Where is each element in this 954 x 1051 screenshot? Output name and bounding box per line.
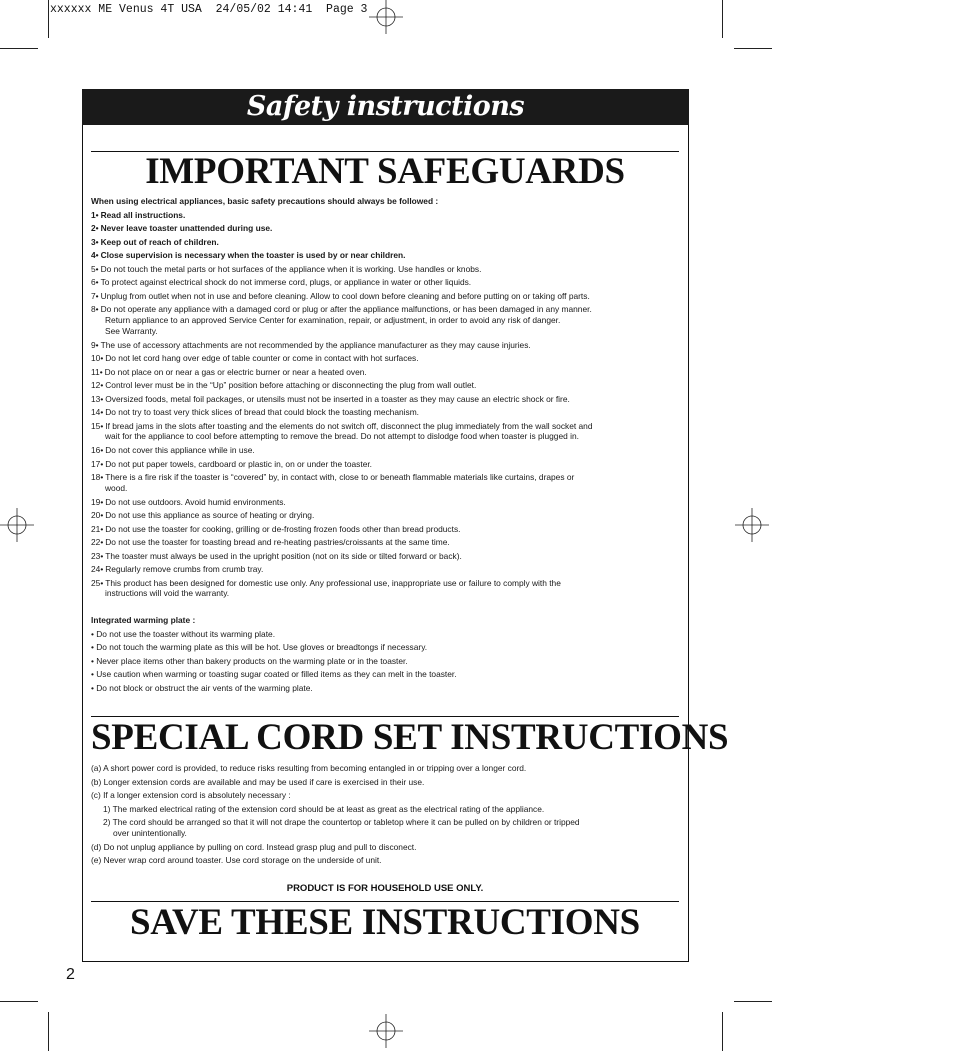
- safeguard-number: 22•: [91, 537, 104, 547]
- registration-mark-top: [369, 0, 403, 34]
- safeguard-item: [91, 509, 681, 523]
- safeguard-number: 16•: [91, 445, 104, 455]
- list-item: • Do not block or obstruct the air vents of the warming plate.: [91, 682, 313, 693]
- safeguard-number: 21•: [91, 523, 104, 534]
- safeguard-number: 17•: [91, 458, 104, 469]
- safeguard-text-continued: See Warranty.: [105, 325, 158, 336]
- safeguard-number: 11•: [91, 366, 103, 377]
- safeguard-item: [91, 339, 681, 353]
- safeguard-item: [91, 249, 681, 263]
- safeguards-intro: When using electrical appliances, basic safety precautions should always be followed :: [91, 196, 439, 206]
- cord-item-b: (b) Longer extension cords are available and may be used if care is exercised in their use.: [91, 776, 425, 787]
- header-bar: [82, 89, 689, 125]
- safeguard-text: Do not try to toast very thick slices of bread that could block the toasting mechanism.: [105, 407, 419, 417]
- safeguard-number: 20•: [91, 510, 104, 520]
- safeguard-text: Never leave toaster unattended during use.: [100, 223, 273, 233]
- crop-mark: [0, 48, 38, 49]
- registration-mark-bottom: [369, 1014, 403, 1048]
- safeguard-number: 18•: [91, 472, 104, 482]
- safeguard-number: 25•: [91, 577, 104, 588]
- safeguard-number: 8•: [91, 304, 99, 314]
- safeguard-text: Do not use the toaster for cooking, grilling or de-frosting frozen foods other than bread products.: [105, 523, 461, 534]
- safeguard-text: Oversized foods, metal foil packages, or utensils must not be inserted in a toaster as they may cause an electric shock or fire.: [105, 393, 570, 404]
- list-item: • Use caution when warming or toasting sugar coated or filled items as they can melt in the toaster.: [91, 669, 457, 679]
- safeguard-text-continued: wait for the appliance to cool before attempting to remove the bread. Do not attempt to dislodge food when toaster is plugged in.: [105, 431, 579, 441]
- safeguard-item: [91, 276, 681, 290]
- safeguards-heading: IMPORTANT SAFEGUARDS: [145, 151, 625, 192]
- safeguard-text: The toaster must always be used in the upright position (not on its side or tilted forward or back).: [105, 550, 462, 561]
- safeguard-item: [91, 366, 681, 380]
- cord-item-c: (c) If a longer extension cord is absolutely necessary :: [91, 790, 291, 800]
- printer-slug: xxxxxx ME Venus 4T USA 24/05/02 14:41 Page 3: [50, 3, 368, 16]
- safeguard-text: Read all instructions.: [100, 209, 186, 220]
- crop-mark: [722, 1012, 723, 1051]
- safeguard-text: The use of accessory attachments are not recommended by the appliance manufacturer as they may cause injuries.: [100, 339, 531, 350]
- save-heading: SAVE THESE INSTRUCTIONS: [130, 902, 640, 943]
- safeguard-text: Control lever must be in the “Up” position before attaching or disconnecting the plug from wall outlet.: [105, 380, 477, 390]
- crop-mark: [734, 48, 772, 49]
- safeguard-number: 13•: [91, 393, 104, 404]
- safeguard-text-continued: instructions will void the warranty.: [105, 588, 230, 598]
- safeguard-number: 15•: [91, 420, 104, 431]
- safeguard-item: [91, 352, 681, 366]
- safeguard-text: Do not place on or near a gas or electric burner or near a heated oven.: [104, 366, 367, 377]
- safeguard-text: Do not touch the metal parts or hot surfaces of the appliance when it is working. Use handles or knobs.: [100, 263, 482, 274]
- safeguard-text: To protect against electrical shock do not immerse cord, plugs, or appliance in water or other liquids.: [100, 277, 472, 287]
- cord-item-c1: 1) The marked electrical rating of the extension cord should be at least as great as the electrical rating of the appliance.: [103, 803, 545, 814]
- safeguard-number: 1•: [91, 209, 99, 220]
- safeguard-text: Do not operate any appliance with a damaged cord or plug or after the appliance malfunctions, or has been damaged in any manner.: [100, 304, 592, 314]
- safeguard-item: [91, 444, 681, 458]
- list-item: • Never place items other than bakery products on the warming plate or in the toaster.: [91, 655, 408, 666]
- safeguard-number: 5•: [91, 263, 99, 274]
- safeguard-text: Regularly remove crumbs from crumb tray.: [105, 564, 264, 574]
- safeguard-number: 10•: [91, 353, 104, 363]
- safeguard-item: [91, 236, 681, 250]
- safeguard-number: 9•: [91, 339, 99, 350]
- safeguard-item: [91, 471, 681, 485]
- safeguard-text: Do not use this appliance as source of heating or drying.: [105, 510, 315, 520]
- crop-mark: [48, 0, 49, 38]
- crop-mark: [734, 1001, 772, 1002]
- safeguard-item: [91, 209, 681, 223]
- list-item: • Do not touch the warming plate as this will be hot. Use gloves or breadtongs if necessary.: [91, 642, 428, 652]
- safeguard-number: 7•: [91, 290, 99, 301]
- safeguard-item: [91, 523, 681, 537]
- cord-item-c2-continued: over unintentionally.: [113, 827, 187, 838]
- safeguard-item: [91, 550, 681, 564]
- safeguard-item: [91, 222, 681, 236]
- safeguard-item: [91, 496, 681, 510]
- safeguard-text: Keep out of reach of children.: [100, 236, 219, 247]
- cord-item-c2: 2) The cord should be arranged so that it will not drape the countertop or tabletop where it can be pulled on by children or tripped: [103, 817, 580, 827]
- household-notice: PRODUCT IS FOR HOUSEHOLD USE ONLY.: [286, 883, 484, 894]
- cord-item-d: (d) Do not unplug appliance by pulling on cord. Instead grasp plug and pull to disconect.: [91, 841, 417, 852]
- safeguard-text: If bread jams in the slots after toasting and the elements do not switch off, disconnect the plug immediately from the wall socket and: [105, 420, 593, 431]
- safeguards-list: [91, 209, 681, 599]
- warming-plate-title: Integrated warming plate :: [91, 615, 196, 625]
- safeguard-item: [91, 563, 681, 577]
- safeguard-number: 24•: [91, 564, 104, 574]
- cord-body: [91, 762, 681, 868]
- safeguard-text: Close supervision is necessary when the toaster is used by or near children.: [100, 250, 406, 260]
- safeguard-text: Unplug from outlet when not in use and before cleaning. Allow to cool down before cleaning and before putting on or taking off parts.: [100, 290, 590, 301]
- safeguard-item: [91, 536, 681, 550]
- crop-mark: [48, 1012, 49, 1051]
- crop-mark: [722, 0, 723, 38]
- safeguard-text: There is a fire risk if the toaster is “covered” by, in contact with, close to or beneath flammable materials like curtains, drapes or: [105, 472, 575, 482]
- crop-mark: [0, 1001, 38, 1002]
- cord-item-a: (a) A short power cord is provided, to reduce risks resulting from becoming entangled in or tripping over a longer cord.: [91, 763, 527, 773]
- safeguard-number: 2•: [91, 223, 99, 233]
- page-number: 2: [66, 966, 75, 983]
- safeguard-text-continued: Return appliance to an approved Service Center for examination, repair, or adjustment, in order to avoid any risk of danger.: [105, 314, 561, 325]
- safeguard-text-continued: wood.: [105, 482, 128, 493]
- safeguard-text: This product has been designed for domestic use only. Any professional use, inappropriate use or failure to comply with the: [105, 577, 561, 588]
- safeguard-item: [91, 393, 681, 407]
- safeguard-text: Do not let cord hang over edge of table counter or come in contact with hot surfaces.: [105, 353, 419, 363]
- safeguard-text: Do not use outdoors. Avoid humid environments.: [105, 496, 286, 507]
- safeguard-number: 23•: [91, 550, 104, 561]
- list-item: • Do not use the toaster without its warming plate.: [91, 628, 276, 639]
- cord-heading: SPECIAL CORD SET INSTRUCTIONS: [91, 717, 729, 758]
- safeguards-body: [91, 195, 681, 695]
- safeguard-number: 3•: [91, 236, 99, 247]
- registration-mark-left: [0, 508, 34, 542]
- safeguard-item: [91, 379, 681, 393]
- registration-mark-right: [735, 508, 769, 542]
- safeguard-number: 19•: [91, 496, 104, 507]
- page-title: Safety instructions: [246, 91, 525, 122]
- safeguard-item: [91, 290, 681, 304]
- safeguard-number: 14•: [91, 407, 104, 417]
- cord-item-e: (e) Never wrap cord around toaster. Use cord storage on the underside of unit.: [91, 855, 382, 865]
- safeguard-number: 6•: [91, 277, 99, 287]
- safeguard-number: 4•: [91, 250, 99, 260]
- safeguard-text: Do not put paper towels, cardboard or plastic in, on or under the toaster.: [105, 458, 373, 469]
- safeguard-item: [91, 406, 681, 420]
- safeguard-item: [91, 263, 681, 277]
- safeguard-item: [91, 458, 681, 472]
- safeguard-number: 12•: [91, 380, 104, 390]
- safeguard-text: Do not cover this appliance while in use.: [105, 445, 255, 455]
- safeguard-text: Do not use the toaster for toasting bread and re-heating pastries/croissants at the same time.: [105, 537, 450, 547]
